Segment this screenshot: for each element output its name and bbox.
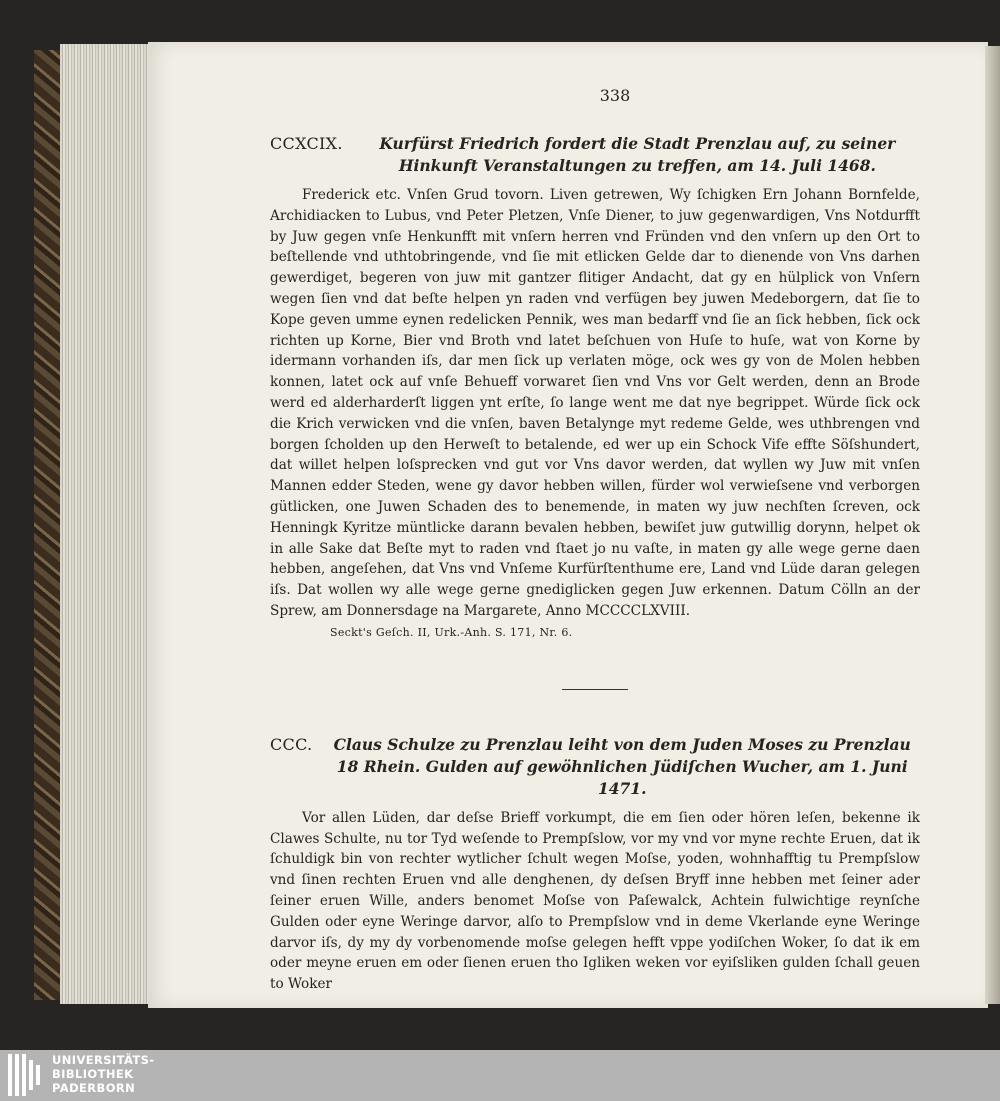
page-number: 338: [599, 86, 631, 105]
source-citation: Seckt's Geſch. II, Urk.-Anh. S. 171, Nr. 6.: [330, 625, 573, 639]
library-name-line: PADERBORN: [52, 1081, 136, 1095]
section-number: CCXCIX.: [270, 134, 343, 153]
section-number: CCC.: [270, 734, 313, 754]
section-body: Frederick etc. Vnſen Grud tovorn. Liven getrewen, Wy ſchigken Ern Johann Bornfelde, Archidiacken to Lubus, vnd Peter Pletzen, Vnſe Diener, to juw gegenwardigen, Vns Notdurfft by Juw gegen vnſe Henkunfft mit vnſern herren vnd Fründen vnd den vnſern up den Ort to beſtellende vnd uthtobringende, vnd ſie mit etlicken Gelde dar to dienende von Vns darhen gewerdiget, begeren von juw mit gantzer flitiger Andacht, dat gy en hülplick von Vnſern wegen ſien vnd dat beſte helpen yn raden vnd verfügen bey juwen Medeborgern, dat ſie to Kope geven umme eynen redelicken Pennik, wes man bedarff vnd ſie an ſick hebben, ſick ock richten up Korne, Bier vnd Broth vnd latet beſchuen von Huſe to huſe, wat von Korne by idermann vorhanden iſs, dar men ſick up verlaten möge, ock wes gy von de Molen hebben konnen, latet ock auf vnſe Behueff vorwaret ſien vnd Vns vor Gelt werden, denn an Brode werd ed alderharderſt liggen ynt erſte, ſo lange went me dat nye begrippet. Würde ſick ock die Krich verwicken vnd die vnſen, baven Betalynge myt redeme Gelde, wes uthbrengen vnd borgen ſcholden up den Herweſt to betalende, ed wer up ein Schock Vife effte Söſshundert, dat willet helpen loſsprecken vnd gut vor Vns davor werden, dat wyllen wy Juw mit vnſen Mannen edder Steden, wene gy davor hebben willen, fürder wol verwieſsene vnd verborgen gütlicken, one Juwen Schaden des to benemende, in maten wy juw nechſten ſcreven, ock Henningk Kyritze müntlicke darann bevalen hebben, bewiſet juw gutwillig dorynn, helpet ok in alle Sake dat Beſte myt to raden vnd ſtaet jo nu vaſte, in maten gy alle wege gerne daen hebben, angeſehen, dat Vns vnd Vnſeme Kurfürſtenthume ere, Land vnd Lüde daran gelegen iſs. Dat wollen wy alle wege gerne gnediglicken gegen Juw erkennen. Datum Cölln an der Sprew, am Donnersdage na Margarete, Anno MCCCCLXVIII.: [270, 187, 920, 619]
page-content: [270, 86, 920, 995]
section-title: Claus Schulze zu Prenzlau leiht von dem Juden Moses zu Prenzlau 18 Rhein. Gulden auf gewöhnlichen Jüdiſchen Wucher, am 1. Juni 1471.: [333, 734, 911, 798]
library-name-line: BIBLIOTHEK: [52, 1067, 134, 1081]
section-heading: [270, 734, 920, 800]
section-body: Vor allen Lüden, dar deſse Brieff vorkumpt, die em ſien oder hören leſen, bekenne ik Clawes Schulte, nu tor Tyd weſende to Prempſslow, vor my vnd vor myne rechte Eruen, dat ik ſchuldigk bin von rechter wytlicher ſchult wegen Moſse, yoden, wohnhafftig tu Prempſslow vnd ſinen rechten Eruen vnd alle denghenen, dy deſsen Bryff inne hebben met ſeiner ader ſeiner eruen Wille, anders benomet Moſse von Paſewalck, Achtein fulwichtige reynſche Gulden oder eyne Weringe darvor, alſo to Prempſslow vnd in deme Vkerlande eyne Weringe darvor iſs, dy my dy vorbenomende moſse gelegen hefft vppe yodiſchen Woker, ſo dat ik em oder meyne eruen em oder ſienen eruen tho Igliken weken vor eyiſsliken gulden ſchall geuen to Woker: [270, 809, 920, 993]
page-stack-edges: [60, 44, 152, 1004]
library-name-line: UNIVERSITÄTS-: [52, 1053, 155, 1067]
section-title: Kurfürst Friedrich fordert die Stadt Prenzlau auf, zu seiner Hinkunft Veranstaltungen zu treffen, am 14. Juli 1468.: [379, 134, 896, 175]
right-page-edge: [985, 46, 1000, 1004]
library-name: [52, 1053, 154, 1095]
library-footer: [0, 1050, 1000, 1101]
section-divider: [562, 689, 628, 690]
library-logo-icon: [8, 1054, 46, 1096]
section-heading: [270, 133, 920, 177]
